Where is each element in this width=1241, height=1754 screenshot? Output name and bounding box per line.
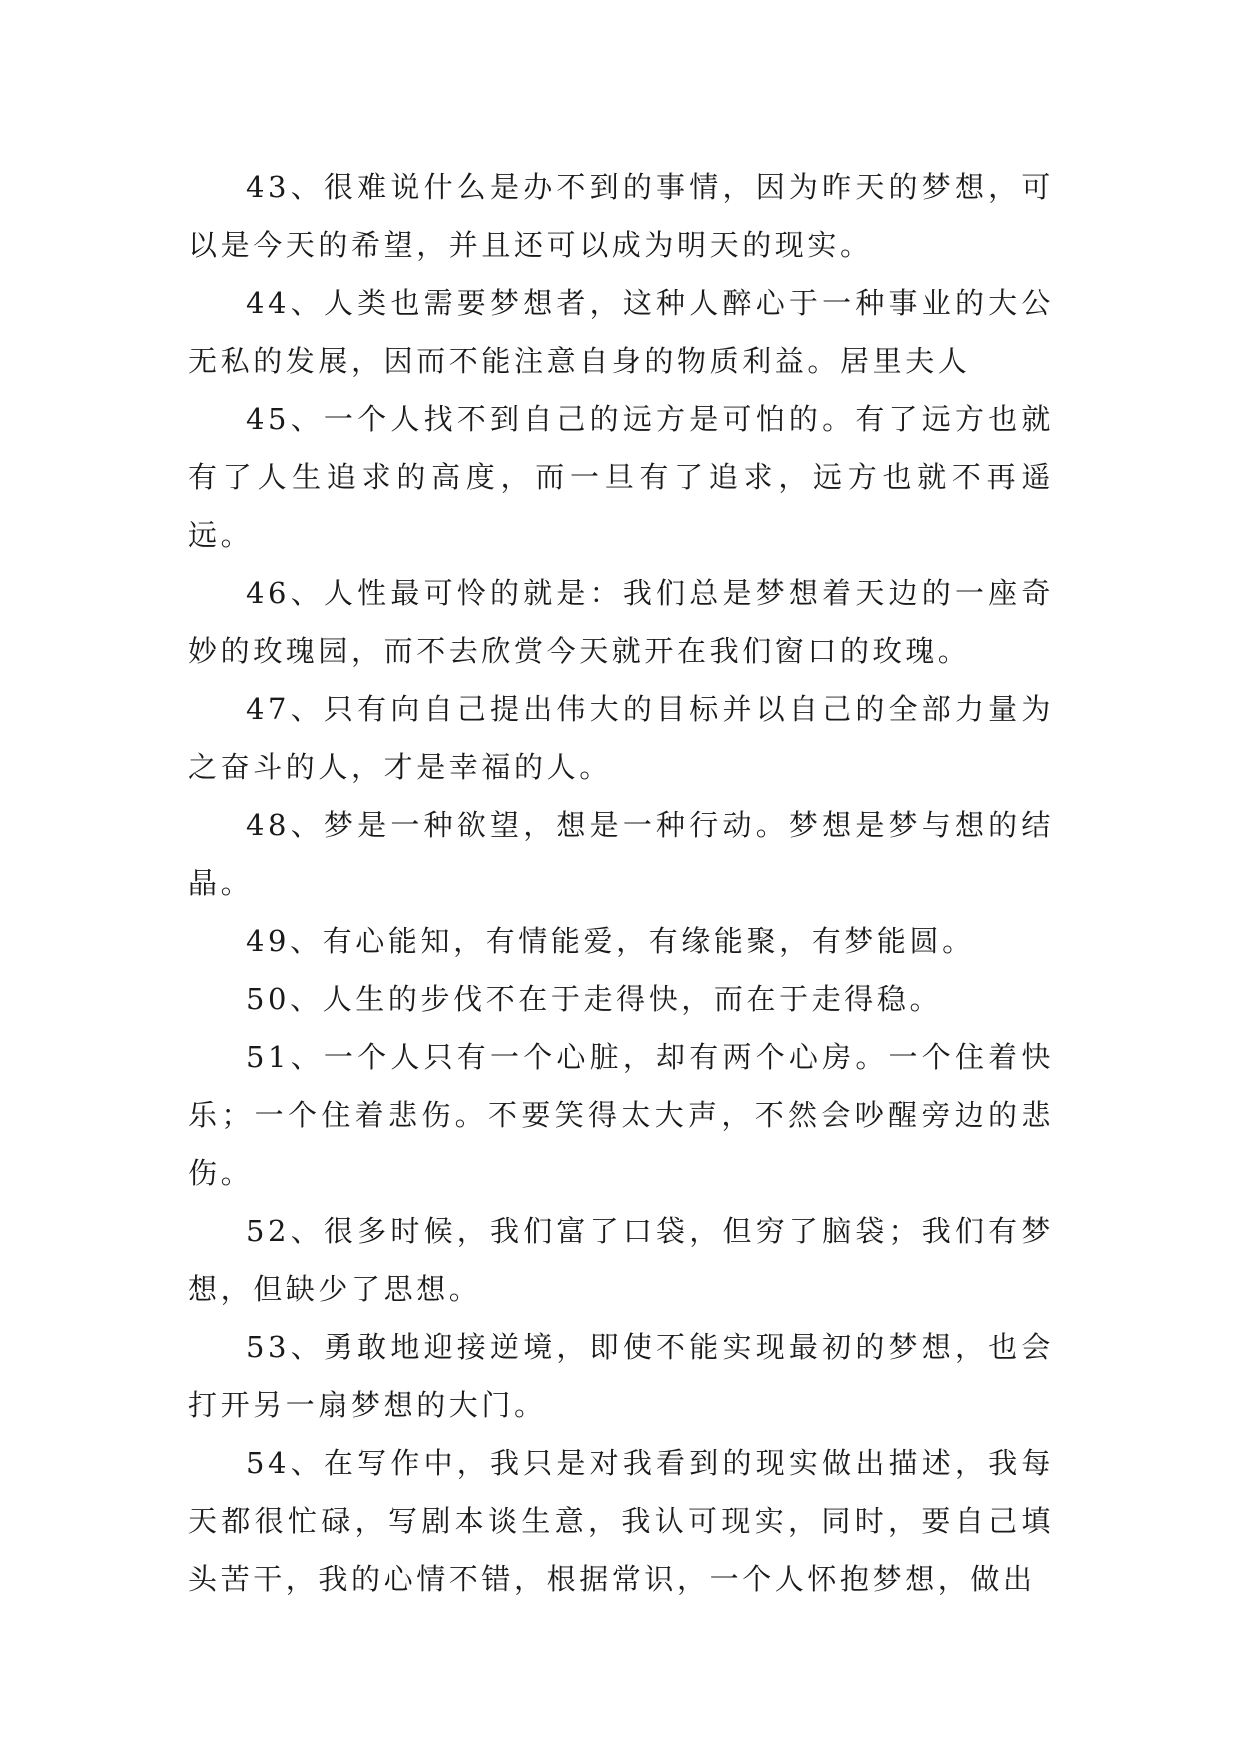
paragraph-51: 51、一个人只有一个心脏，却有两个心房。一个住着快乐；一个住着悲伤。不要笑得太大声，不然会吵醒旁边的悲伤。 — [188, 1040, 1054, 1190]
paragraph-50: 50、人生的步伐不在于走得快，而在于走得稳。 — [246, 982, 943, 1016]
paragraph-53: 53、勇敢地迎接逆境，即使不能实现最初的梦想，也会打开另一扇梦想的大门。 — [188, 1330, 1054, 1422]
document-body — [188, 158, 1054, 1608]
paragraph-47: 47、只有向自己提出伟大的目标并以自己的全部力量为之奋斗的人，才是幸福的人。 — [188, 692, 1054, 784]
paragraph-48: 48、梦是一种欲望，想是一种行动。梦想是梦与想的结晶。 — [188, 808, 1054, 900]
paragraph-44: 44、人类也需要梦想者，这种人醉心于一种事业的大公无私的发展，因而不能注意自身的物质利益。居里夫人 — [188, 286, 1054, 378]
paragraph-43: 43、很难说什么是办不到的事情，因为昨天的梦想，可以是今天的希望，并且还可以成为明天的现实。 — [188, 170, 1054, 262]
paragraph-46: 46、人性最可怜的就是：我们总是梦想着天边的一座奇妙的玫瑰园，而不去欣赏今天就开在我们窗口的玫瑰。 — [188, 576, 1054, 668]
paragraph-45: 45、一个人找不到自己的远方是可怕的。有了远方也就有了人生追求的高度，而一旦有了追求，远方也就不再遥远。 — [188, 402, 1054, 552]
paragraph-54: 54、在写作中，我只是对我看到的现实做出描述，我每天都很忙碌，写剧本谈生意，我认可现实，同时，要自己填头苦干，我的心情不错，根据常识，一个人怀抱梦想，做出 — [188, 1446, 1054, 1596]
paragraph-49: 49、有心能知，有情能爱，有缘能聚，有梦能圆。 — [246, 924, 975, 958]
paragraph-52: 52、很多时候，我们富了口袋，但穷了脑袋；我们有梦想，但缺少了思想。 — [188, 1214, 1054, 1306]
